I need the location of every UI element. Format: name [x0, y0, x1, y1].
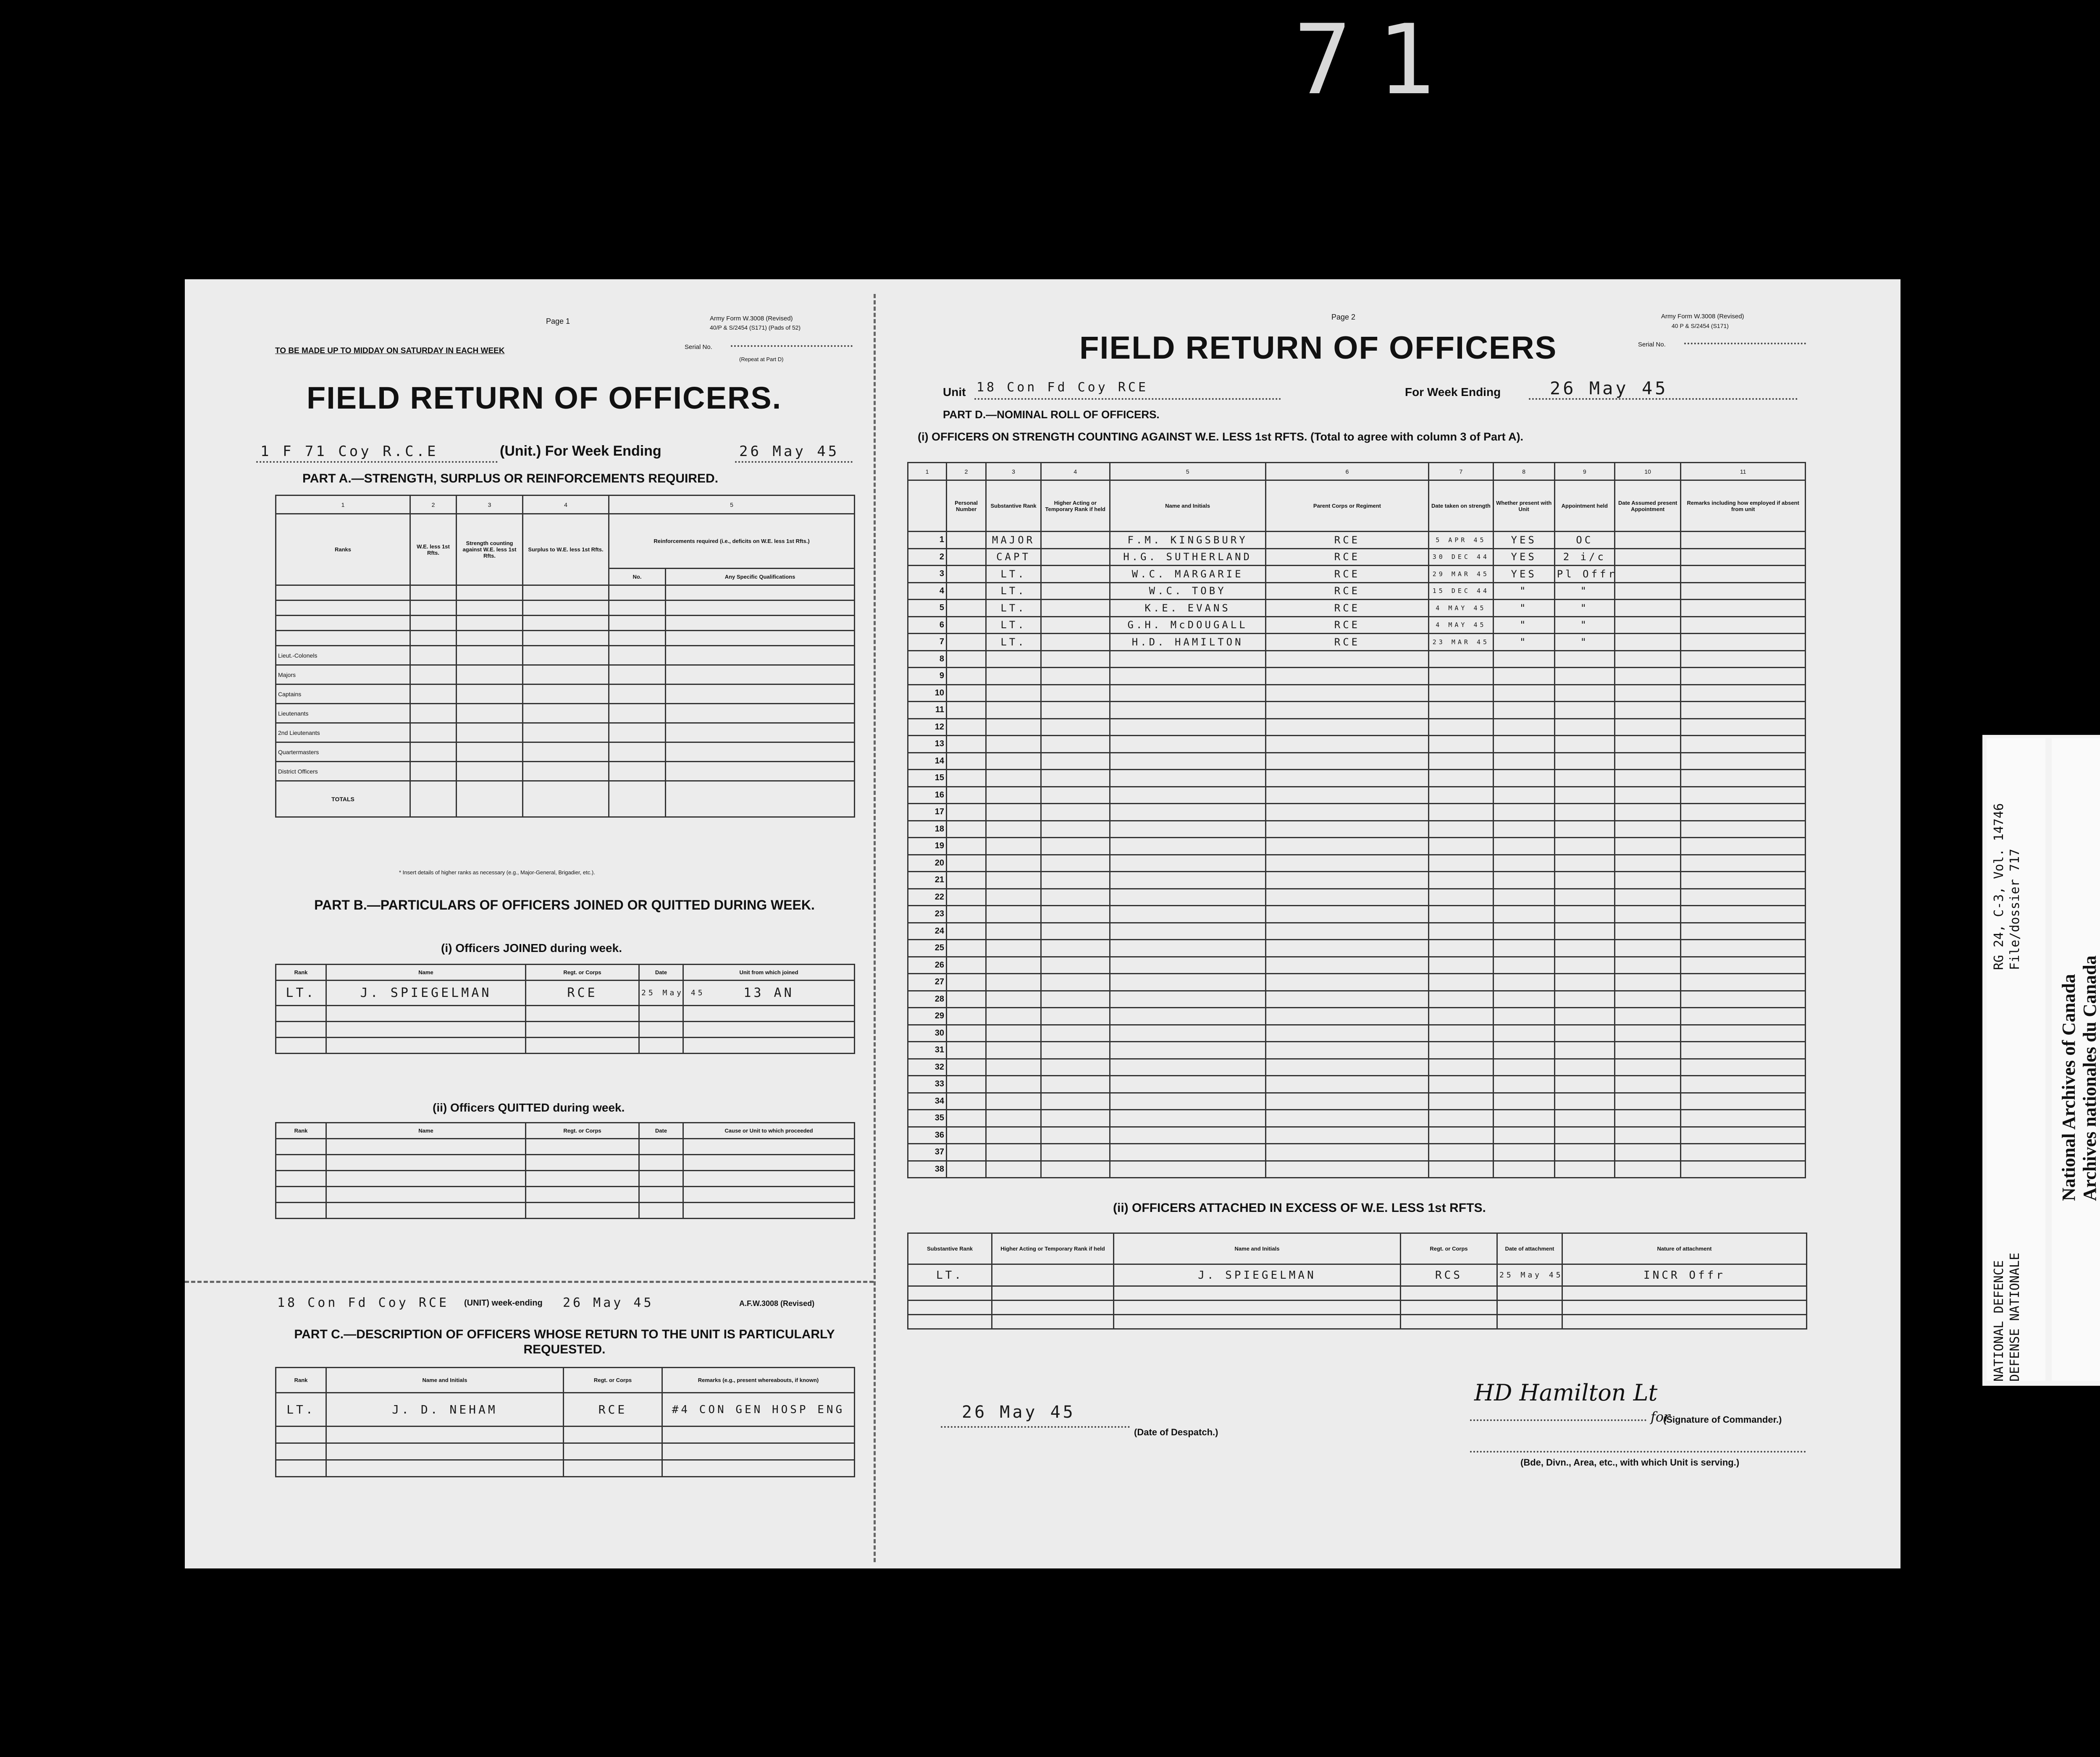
- roll-cell-appt: ": [1554, 600, 1614, 617]
- roll-cell-no: 26: [908, 957, 947, 974]
- roll-cell-appt: 2 i/c: [1554, 548, 1614, 566]
- roll-cell-appt: Pl Offr: [1554, 566, 1614, 583]
- attached-table: Substantive Rank Higher Acting or Temporary Rank if held Name and Initials Regt. or Corps Date of attachment Nature of attachment LT. J. SPIEGELMAN RCS 25 May 45 INCR Offr: [907, 1233, 1807, 1330]
- roll-cell-rank: LT.: [986, 582, 1041, 600]
- roll-cell-date: 4 MAY 45: [1429, 600, 1493, 617]
- roll-cell-corps: RCE: [1265, 616, 1429, 634]
- roll-row: [908, 736, 1806, 753]
- roll-cell-no: 25: [908, 940, 947, 957]
- roll-cell-no: 32: [908, 1059, 947, 1076]
- roll-row: [908, 600, 1806, 617]
- rank-row: Lieutenants: [276, 704, 855, 723]
- rank-row: Captains: [276, 684, 855, 704]
- rank-row: Majors: [276, 665, 855, 684]
- roll-cell-no: 10: [908, 684, 947, 702]
- roll-row: [908, 650, 1806, 668]
- despatch-date: 26 May 45: [962, 1403, 1076, 1422]
- nominal-roll-table: 1 2 3 4 5 6 7 8 9 10 11 Personal Number Substantive Rank Higher Acting or Temporary Rank if held Name and Initials Parent Corps or Regiment Date taken on strength Whether present with Unit Appointment held Date Assumed present Appointment Remarks including how employed if absent from unit 1 MAJOR F.M. KINGSBURY RCE 5 APR 45 YES OC 2 CAPT H.G. SUTHERLAND RCE 30 DEC 44 YES 2 i/c 3 LT. W.C. MARGARIE RCE 29 MAR 45 YES Pl Offr 4 LT. W.C. TOBY RCE 15 DEC 44 " " 5 LT. K.E. EVANS RCE 4 MAY 45 " " 6 LT. G.H. McDOUGALL RCE 4 MAY 45 " " 7 LT. H.D. HAMILTON RCE 23 MAR 45 " " 8 9 10 11 12 13 14 15 16 17 18 19 20 21 22 23 24 25 26 27 28 29 30 31 32 33 34 35 36 37 38: [907, 462, 1806, 1178]
- roll-cell-appt: ": [1554, 582, 1614, 600]
- week-label: For Week Ending: [1405, 385, 1501, 399]
- serial-note: (Repeat at Part D): [739, 356, 784, 362]
- part-d-heading: PART D.—NOMINAL ROLL OF OFFICERS.: [943, 408, 1160, 421]
- quitted-heading: (ii) Officers QUITTED during week.: [433, 1101, 625, 1114]
- roll-cell-no: 16: [908, 787, 947, 804]
- roll-cell-no: 35: [908, 1110, 947, 1127]
- roll-cell-no: 36: [908, 1127, 947, 1144]
- roll-cell-no: 11: [908, 702, 947, 719]
- roll-row: [908, 668, 1806, 685]
- archive-name-fr: Archives nationales du Canada: [2079, 955, 2100, 1201]
- roll-cell-no: 17: [908, 804, 947, 821]
- roll-cell-no: 22: [908, 889, 947, 906]
- roll-cell-no: 5: [908, 600, 947, 617]
- roll-row: [908, 1110, 1806, 1127]
- roll-row: [908, 1042, 1806, 1059]
- col-reinforcements: Reinforcements required (i.e., deficits on W.E. less 1st Rfts.): [609, 514, 855, 569]
- joined-heading: (i) Officers JOINED during week.: [441, 941, 622, 955]
- roll-cell-no: 2: [908, 548, 947, 566]
- quitted-table: Rank Name Regt. or Corps Date Cause or Unit to which proceeded: [275, 1122, 855, 1219]
- rank-row: District Officers: [276, 762, 855, 781]
- roll-cell-present: ": [1493, 600, 1554, 617]
- roll-row: [908, 634, 1806, 651]
- roll-row: [908, 872, 1806, 889]
- roll-row: [908, 548, 1806, 566]
- roll-cell-name: W.C. TOBY: [1110, 582, 1265, 600]
- roll-cell-corps: RCE: [1265, 634, 1429, 651]
- roll-cell-date: 23 MAR 45: [1429, 634, 1493, 651]
- roll-cell-no: 30: [908, 1025, 947, 1042]
- roll-row: [908, 1161, 1806, 1178]
- table-row: LT. J. D. NEHAM RCE #4 CON GEN HOSP ENG: [276, 1393, 855, 1427]
- roll-cell-no: 6: [908, 616, 947, 634]
- roll-cell-no: 23: [908, 906, 947, 923]
- roll-row: [908, 582, 1806, 600]
- roll-cell-no: 27: [908, 974, 947, 991]
- roll-cell-no: 37: [908, 1144, 947, 1161]
- form-sub: 40 P & S/2454 (S171): [1672, 323, 1729, 329]
- bde-label: (Bde, Divn., Area, etc., with which Unit is serving.): [1520, 1457, 1740, 1468]
- roll-row: [908, 855, 1806, 872]
- roll-row: [908, 616, 1806, 634]
- roll-row: [908, 1127, 1806, 1144]
- roll-cell-date: 15 DEC 44: [1429, 582, 1493, 600]
- part-c-unit-label: (UNIT) week-ending: [464, 1298, 543, 1308]
- roll-cell-present: ": [1493, 582, 1554, 600]
- roll-cell-present: ": [1493, 616, 1554, 634]
- roll-row: [908, 991, 1806, 1008]
- roll-cell-no: 13: [908, 736, 947, 753]
- signature-label: (Signature of Commander.): [1663, 1414, 1782, 1425]
- archive-dept-2: DEFENSE NATIONALE: [2008, 1252, 2022, 1382]
- roll-row: [908, 566, 1806, 583]
- form-sub: 40/P & S/2454 (S171) (Pads of 52): [710, 324, 801, 331]
- joined-table: Rank Name Regt. or Corps Date Unit from which joined LT. J. SPIEGELMAN RCE 25 May 45 13 AN: [275, 964, 855, 1054]
- roll-row: [908, 1059, 1806, 1076]
- roll-row: [908, 821, 1806, 838]
- table-row: LT. J. SPIEGELMAN RCE 25 May 45 13 AN: [276, 981, 855, 1006]
- archive-ref-2: File/dossier 717: [2008, 849, 2022, 970]
- roll-cell-no: 8: [908, 650, 947, 668]
- roll-cell-no: 9: [908, 668, 947, 685]
- roll-cell-no: 1: [908, 532, 947, 549]
- roll-cell-no: 15: [908, 770, 947, 787]
- col-strength: Strength counting against W.E. less 1st Rfts.: [457, 514, 523, 585]
- roll-cell-name: K.E. EVANS: [1110, 600, 1265, 617]
- roll-cell-corps: RCE: [1265, 582, 1429, 600]
- form-number: Army Form W.3008 (Revised): [1661, 313, 1744, 320]
- roll-cell-rank: CAPT: [986, 548, 1041, 566]
- roll-cell-present: ": [1493, 634, 1554, 651]
- fold-line: [874, 294, 876, 1562]
- roll-cell-no: 4: [908, 582, 947, 600]
- roll-cell-no: 28: [908, 991, 947, 1008]
- attached-heading: (ii) OFFICERS ATTACHED IN EXCESS OF W.E. LESS 1st RFTS.: [1113, 1201, 1486, 1215]
- roll-row: [908, 923, 1806, 940]
- part-c-heading: PART C.—DESCRIPTION OF OFFICERS WHOSE RETURN TO THE UNIT IS PARTICULARLY REQUESTED.: [294, 1327, 835, 1356]
- unit-label: Unit: [943, 385, 966, 399]
- roll-cell-date: 30 DEC 44: [1429, 548, 1493, 566]
- roll-row: [908, 1093, 1806, 1110]
- roll-cell-appt: ": [1554, 634, 1614, 651]
- roll-cell-present: YES: [1493, 566, 1554, 583]
- roll-cell-rank: MAJOR: [986, 532, 1041, 549]
- part-a-footnote: * Insert details of higher ranks as necessary (e.g., Major-General, Brigadier, etc.).: [399, 869, 595, 876]
- archive-stamp: [1982, 735, 2100, 1386]
- page-title: FIELD RETURN OF OFFICERS: [1079, 330, 1557, 366]
- page-title: FIELD RETURN OF OFFICERS.: [307, 380, 782, 415]
- roll-cell-corps: RCE: [1265, 566, 1429, 583]
- roll-cell-no: 18: [908, 821, 947, 838]
- rank-row: Quartermasters: [276, 742, 855, 762]
- roll-cell-date: 5 APR 45: [1429, 532, 1493, 549]
- roll-cell-corps: RCE: [1265, 532, 1429, 549]
- part-d-subheading: (i) OFFICERS ON STRENGTH COUNTING AGAINST W.E. LESS 1st RFTS. (Total to agree with column 3 of Part A).: [918, 430, 1524, 443]
- page-label: Page 1: [546, 317, 570, 325]
- roll-row: [908, 1008, 1806, 1025]
- rank-row: Lieut.-Colonels: [276, 646, 855, 665]
- archive-dept-1: NATIONAL DEFENCE: [1992, 1260, 2006, 1382]
- unit-label: (Unit.) For Week Ending: [500, 443, 662, 459]
- unit-field: 18 Con Fd Coy RCE: [976, 380, 1149, 395]
- roll-row: [908, 684, 1806, 702]
- frame-number: 71: [1294, 4, 1460, 116]
- roll-cell-name: W.C. MARGARIE: [1110, 566, 1265, 583]
- part-c-table: Rank Name and Initials Regt. or Corps Remarks (e.g., present whereabouts, if known) LT. J. D. NEHAM RCE #4 CON GEN HOSP ENG: [275, 1367, 855, 1477]
- rank-row: 2nd Lieutenants: [276, 723, 855, 742]
- roll-row: [908, 1076, 1806, 1093]
- roll-cell-no: 33: [908, 1076, 947, 1093]
- roll-row: [908, 940, 1806, 957]
- roll-cell-corps: RCE: [1265, 548, 1429, 566]
- roll-row: [908, 1144, 1806, 1161]
- roll-cell-present: YES: [1493, 532, 1554, 549]
- serial-label: Serial No.: [685, 344, 712, 351]
- serial-label: Serial No.: [1638, 341, 1666, 348]
- roll-cell-name: H.G. SUTHERLAND: [1110, 548, 1265, 566]
- archive-name-en: National Archives of Canada: [2058, 974, 2079, 1201]
- form-number: Army Form W.3008 (Revised): [710, 315, 793, 322]
- part-b-heading: PART B.—PARTICULARS OF OFFICERS JOINED OR QUITTED DURING WEEK.: [314, 897, 815, 913]
- roll-cell-date: 29 MAR 45: [1429, 566, 1493, 583]
- page-label: Page 2: [1331, 313, 1356, 321]
- roll-cell-rank: LT.: [986, 634, 1041, 651]
- roll-row: [908, 906, 1806, 923]
- unit-field: 1 F 71 Coy R.C.E: [260, 443, 438, 460]
- part-c-unit: 18 Con Fd Coy RCE: [277, 1295, 449, 1310]
- roll-row: [908, 957, 1806, 974]
- part-a-heading: PART A.—STRENGTH, SURPLUS OR REINFORCEMENTS REQUIRED.: [302, 472, 719, 485]
- col-surplus: Surplus to W.E. less 1st Rfts.: [523, 514, 609, 585]
- roll-cell-appt: OC: [1554, 532, 1614, 549]
- part-c-form-ref: A.F.W.3008 (Revised): [739, 1299, 815, 1308]
- roll-cell-name: G.H. McDOUGALL: [1110, 616, 1265, 634]
- roll-row: [908, 532, 1806, 549]
- roll-row: [908, 702, 1806, 719]
- totals-row: TOTALS: [276, 781, 855, 817]
- roll-cell-appt: ": [1554, 616, 1614, 634]
- roll-cell-rank: LT.: [986, 616, 1041, 634]
- roll-cell-no: 24: [908, 923, 947, 940]
- cut-line: [185, 1281, 874, 1283]
- roll-cell-no: 29: [908, 1008, 947, 1025]
- roll-row: [908, 889, 1806, 906]
- roll-cell-present: YES: [1493, 548, 1554, 566]
- part-c-week: 26 May 45: [563, 1295, 654, 1310]
- roll-cell-rank: LT.: [986, 600, 1041, 617]
- roll-cell-name: H.D. HAMILTON: [1110, 634, 1265, 651]
- instruction: TO BE MADE UP TO MIDDAY ON SATURDAY IN EACH WEEK: [275, 346, 505, 355]
- roll-cell-name: F.M. KINGSBURY: [1110, 532, 1265, 549]
- roll-cell-no: 12: [908, 719, 947, 736]
- roll-cell-no: 14: [908, 753, 947, 770]
- roll-cell-corps: RCE: [1265, 600, 1429, 617]
- table-row: LT. J. SPIEGELMAN RCS 25 May 45 INCR Offr: [908, 1264, 1807, 1286]
- signature-for: for: [1651, 1409, 1670, 1425]
- roll-cell-date: 4 MAY 45: [1429, 616, 1493, 634]
- week-ending-field: 26 May 45: [1550, 378, 1668, 399]
- roll-cell-no: 31: [908, 1042, 947, 1059]
- roll-row: [908, 838, 1806, 855]
- archive-ref-1: RG 24, C-3, Vol. 14746: [1992, 803, 2006, 970]
- roll-cell-no: 7: [908, 634, 947, 651]
- roll-row: [908, 974, 1806, 991]
- roll-row: [908, 787, 1806, 804]
- roll-cell-no: 19: [908, 838, 947, 855]
- roll-row: [908, 770, 1806, 787]
- roll-cell-no: 21: [908, 872, 947, 889]
- roll-cell-no: 38: [908, 1161, 947, 1178]
- col-ranks: Ranks: [276, 514, 410, 585]
- despatch-label: (Date of Despatch.): [1134, 1427, 1218, 1437]
- roll-cell-no: 20: [908, 855, 947, 872]
- roll-row: [908, 1025, 1806, 1042]
- roll-cell-no: 3: [908, 566, 947, 583]
- commander-signature: HD Hamilton Lt: [1474, 1379, 1658, 1406]
- roll-cell-no: 34: [908, 1093, 947, 1110]
- roll-cell-rank: LT.: [986, 566, 1041, 583]
- roll-row: [908, 804, 1806, 821]
- week-ending-field: 26 May 45: [739, 443, 840, 460]
- roll-row: [908, 753, 1806, 770]
- roll-row: [908, 719, 1806, 736]
- col-we: W.E. less 1st Rfts.: [410, 514, 457, 585]
- part-a-table: 1 2 3 4 5 Ranks W.E. less 1st Rfts. Strength counting against W.E. less 1st Rfts. Surplus to W.E. less 1st Rfts. Reinforcements required (i.e., deficits on W.E. less 1st Rfts.) No. Any Specific Qualifications Lieut.-Colonels Majors Captains Lieutenants 2nd Lieutenants Quartermasters District Officers TOTALS: [275, 495, 855, 818]
